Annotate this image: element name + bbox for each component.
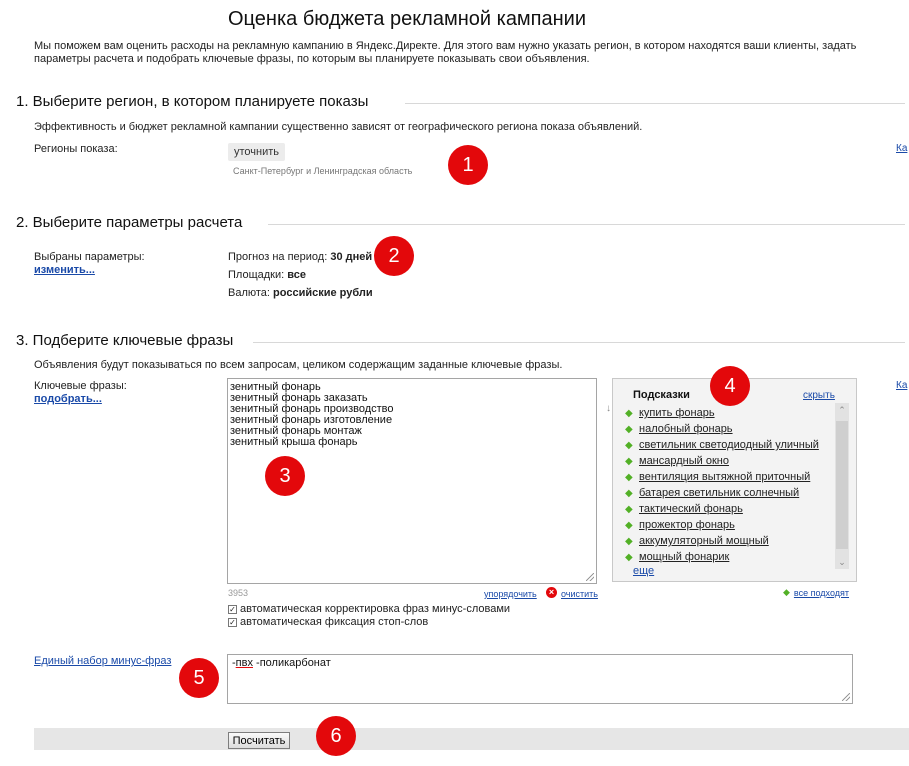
hint-item[interactable]: ◆ мансардный окно [625,455,729,467]
hints-panel [612,378,857,582]
phrase-line: зенитный крыша фонарь [230,436,358,448]
section3-description: Объявления будут показываться по всем запросам, целиком содержащим заданные ключевые фразы. [34,359,563,371]
hint-item[interactable]: ◆ прожектор фонарь [625,519,735,531]
add-arrow-icon[interactable]: ◆ [625,407,633,419]
hint-item[interactable]: ◆ купить фонарь [625,407,715,419]
currency-value: российские рубли [273,287,373,299]
add-arrow-icon[interactable]: ◆ [625,535,633,547]
page-title: Оценка бюджета рекламной кампании [228,8,587,30]
hints-scrollbar[interactable] [835,403,849,569]
auto-minus-option[interactable] [228,603,510,615]
keyphrases-label: Ключевые фразы: [34,380,127,392]
add-arrow-icon[interactable]: ◆ [625,455,633,467]
phrase-line: зенитный фонарь изготовление [230,414,393,426]
section2-divider [268,224,905,225]
phrase-line: зенитный фонарь заказать [230,392,368,404]
sites-value: все [287,269,306,281]
hint-item[interactable]: ◆ вентиляция вытяжной приточный [625,471,811,483]
scroll-up-icon[interactable]: ⌃ [838,405,846,415]
badge-6: 6 [316,716,356,756]
badge-5: 5 [179,658,219,698]
auto-minus-checkbox[interactable]: ✓ [229,604,236,614]
add-arrow-icon[interactable]: ◆ [625,439,633,451]
hints-title: Подсказки [633,389,690,401]
add-arrow-icon[interactable]: ◆ [625,503,633,515]
section3-divider [253,342,905,343]
hide-hints-link[interactable]: скрыть [803,390,835,401]
period-value: 30 дней [330,251,373,263]
scroll-thumb[interactable] [836,421,848,549]
sort-phrases-link[interactable]: упорядочить [484,589,537,599]
hint-item[interactable]: ◆ батарея светильник солнечный [625,487,800,499]
section1-description: Эффективность и бюджет рекламной кампании существенно зависят от географического региона показа объявлений. [34,121,643,133]
minus-phrases-textarea[interactable]: -пвх -поликарбонат [227,654,853,704]
add-arrow-icon[interactable]: ◆ [625,423,633,435]
add-arrow-icon[interactable]: ◆ [625,519,633,531]
clear-phrases-link[interactable]: очистить [561,589,598,599]
pick-phrases-link[interactable]: подобрать... [34,393,102,405]
section2-heading: 2. Выберите параметры расчета [16,214,243,231]
regions-label: Регионы показа: [34,143,118,155]
auto-stop-option[interactable] [228,616,428,628]
refine-regions-button[interactable]: уточнить [228,143,285,161]
currency-label: Валюта: [228,287,270,299]
section1-divider [405,103,905,104]
add-arrow-icon[interactable]: ◆ [625,471,633,483]
phrase-line: зенитный фонарь [230,381,321,393]
add-all-icon[interactable]: ◆ [783,587,790,597]
badge-2: 2 [374,236,414,276]
more-hints-link[interactable]: еще [633,565,655,577]
sites-row [228,269,306,281]
hint-item[interactable]: ◆ тактический фонарь [625,503,743,515]
page-intro: Мы поможем вам оценить расходы на рекламную кампанию в Яндекс.Директе. Для этого вам нужно указать регион, в котором находятся ваши клиенты, задать параметры расчета и подобрать ключевые фразы, по которым вы планируете показывать свои объявления. [34,40,857,65]
all-fit-link[interactable]: все подходят [793,587,849,598]
char-count: 3953 [228,588,249,598]
minus-phrases-label[interactable]: Единый набор минус-фраз [34,655,172,667]
drag-arrow-icon: ↓ [606,403,611,414]
hint-item[interactable]: ◆ налобный фонарь [625,423,733,435]
clear-icon[interactable]: × [546,587,557,598]
regions-value: Санкт-Петербург и Ленинградская область [233,166,413,176]
change-params-link[interactable]: изменить... [34,264,95,276]
chosen-params-label: Выбраны параметры: [34,251,145,263]
phrase-line: зенитный фонарь производство [230,403,394,415]
auto-minus-label: автоматическая корректировка фраз минус-словами [240,603,511,615]
auto-stop-label: автоматическая фиксация стоп-слов [240,616,429,628]
sites-label: Площадки: [228,269,285,281]
all-fit-option[interactable] [783,587,849,598]
cut-link-2[interactable]: Ка [896,380,908,391]
section3-heading: 3. Подберите ключевые фразы [16,332,234,349]
badge-4: 4 [710,366,750,406]
badge-3: 3 [265,456,305,496]
add-arrow-icon[interactable]: ◆ [625,487,633,499]
calculate-button[interactable]: Посчитать [228,732,290,749]
hint-item[interactable]: ◆ мощный фонарик [625,551,730,563]
resize-handle[interactable] [842,693,850,701]
period-label: Прогноз на период: [228,251,328,263]
phrase-line: зенитный фонарь монтаж [230,425,362,437]
misspelled-word: пвх [235,657,253,669]
action-bar [34,728,909,750]
add-arrow-icon[interactable]: ◆ [625,551,633,563]
currency-row [228,287,373,299]
scroll-down-icon[interactable]: ⌄ [838,557,846,567]
badge-1: 1 [448,145,488,185]
auto-stop-checkbox[interactable]: ✓ [229,617,236,627]
hint-item[interactable]: ◆ аккумуляторный мощный [625,535,769,547]
hint-item[interactable]: ◆ светильник светодиодный уличный [625,439,819,451]
resize-handle[interactable] [586,573,594,581]
cut-link-1[interactable]: Ка [896,143,908,154]
section1-heading: 1. Выберите регион, в котором планируете показы [16,93,369,110]
period-row [228,251,372,263]
